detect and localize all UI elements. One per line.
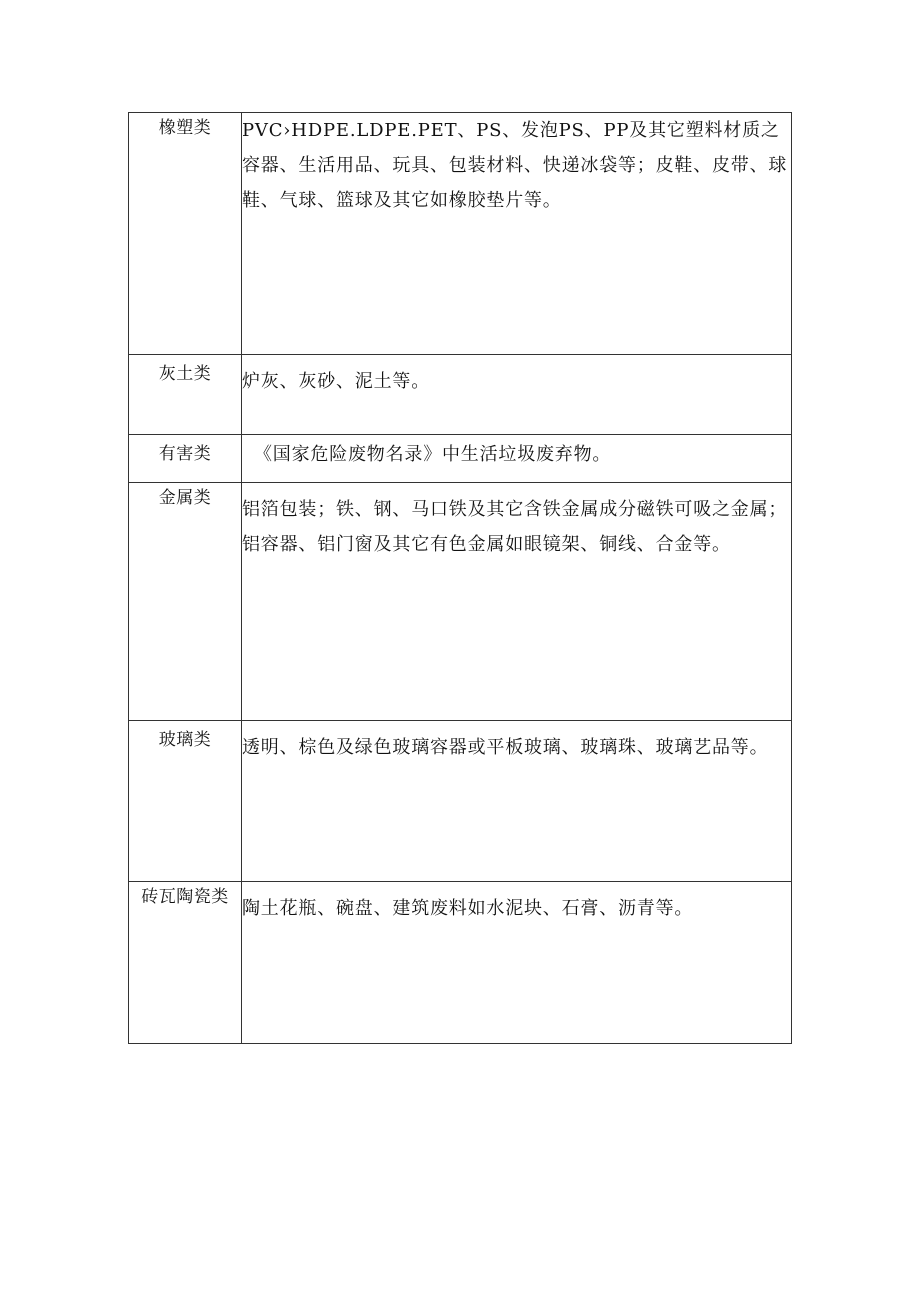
category-label: 玻璃类 xyxy=(158,730,212,750)
category-cell xyxy=(129,435,242,483)
category-cell xyxy=(129,355,242,435)
description-text: 陶土花瓶、碗盘、建筑废料如水泥块、石膏、沥青等。 xyxy=(242,898,694,919)
category-cell xyxy=(129,113,242,355)
waste-category-table xyxy=(128,112,792,1044)
table-row xyxy=(129,483,792,721)
description-text: 《国家危险废物名录》中生活垃圾废弃物。 xyxy=(254,444,612,465)
description-text: PVC›HDPE.LDPE.PET、PS、发泡PS、PP及其它塑料材质之容器、生活用品、玩具、包装材料、快递冰袋等；皮鞋、皮带、球鞋、气球、篮球及其它如橡胶垫片等。 xyxy=(242,120,788,211)
table-row xyxy=(129,113,792,355)
table-row xyxy=(129,721,792,882)
category-cell xyxy=(129,882,242,1044)
table-row xyxy=(129,355,792,435)
category-label: 砖瓦陶瓷类 xyxy=(141,887,229,907)
description-text: 铝箔包装；铁、钢、马口铁及其它含铁金属成分磁铁可吸之金属；铝容器、铝门窗及其它有色金属如眼镜架、铜线、合金等。 xyxy=(242,499,788,555)
category-label: 橡塑类 xyxy=(158,118,212,138)
category-cell xyxy=(129,483,242,721)
table-row xyxy=(129,435,792,483)
description-cell xyxy=(242,435,792,483)
description-cell xyxy=(242,882,792,1044)
description-text: 透明、棕色及绿色玻璃容器或平板玻璃、玻璃珠、玻璃艺品等。 xyxy=(242,737,769,758)
description-text: 炉灰、灰砂、泥土等。 xyxy=(242,371,430,392)
category-label: 灰土类 xyxy=(158,364,212,384)
description-cell xyxy=(242,483,792,721)
description-cell xyxy=(242,113,792,355)
description-cell xyxy=(242,355,792,435)
category-label: 金属类 xyxy=(158,488,212,508)
table-row xyxy=(129,882,792,1044)
description-cell xyxy=(242,721,792,882)
category-label: 有害类 xyxy=(158,444,212,464)
category-cell xyxy=(129,721,242,882)
